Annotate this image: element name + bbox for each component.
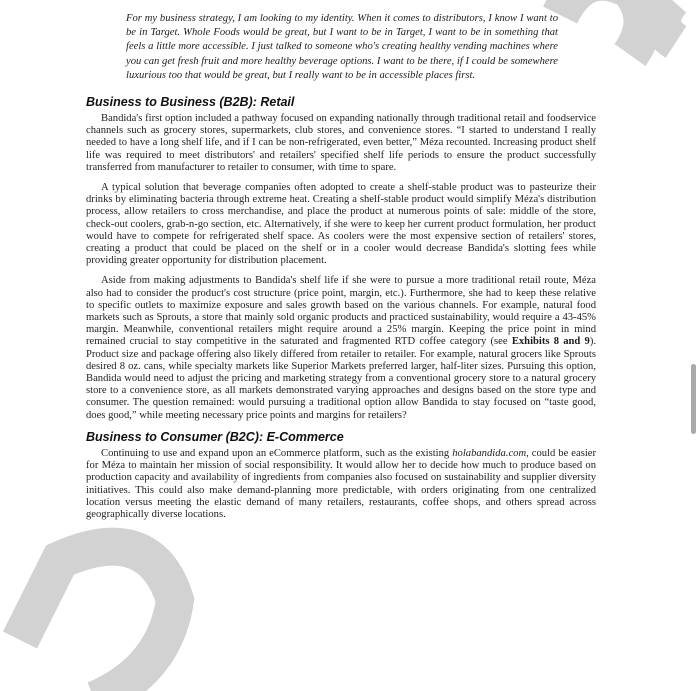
- section-heading-b2b: Business to Business (B2B): Retail: [86, 95, 295, 110]
- scrollbar-thumb[interactable]: [691, 364, 696, 434]
- section-heading-b2c: Business to Consumer (B2C): E-Commerce: [86, 429, 344, 444]
- watermark-letter-d: [20, 547, 175, 691]
- b2b-paragraph-2: A typical solution that beverage companies often adopted to create a shelf-stable product was to pasteurize their drinks by eliminating bacteria through extreme heat. Creating a shelf-stable product would simplify Méza's distribution process, allow retailers to cross merchandise, and place the product at numerous points of sale: middle of the store, check-out coolers, grab-n-go section, etc. Alternatively, if she were to keep her current product formulation, her product would have to compete for refrigerated shelf space. As coolers were the most expensive section of retailers' stores, creating a product that could be placed on the shelf or in a cooler would decrease Bandida's slotting fees while providing greater opportunity for distribution placement.: [86, 182, 596, 267]
- founder-quote: For my business strategy, I am looking to my identity. When it comes to distributors, I know I want to be in Target. Whole Foods would be great, but I want to be in Target, I want to be in something that feels a little more accessible. I just talked to someone who's creating healthy vending machines where you can get fresh fruit and more healthy beverage options. I want to be there, if I could be somewhere luxurious too that would be great, but I really want to be in accessible places first.: [126, 13, 558, 81]
- b2b-p3-text-end: ). Product size and package offering also likely differed from retailer to retailer. For example, natural grocers like Sprouts desired 8 oz. cans, while specialty markets like Superior Markets preferred larger, half-liter sizes. Pursuing this option, Bandida would need to adjust the pricing and marketing strategy from a conventional grocery store to a natural grocery store to a convenience store, as all markets demonstrated varying approaches and designs based on the store type and consumer. The question remained: would pursuing a traditional option allow Bandida to stay focused on “taste good, does good,” while meeting necessary price points and margins for retailers?: [86, 336, 596, 421]
- b2c-paragraph-1: [86, 448, 596, 521]
- document-body: [86, 12, 596, 521]
- b2c-p1-text-end: , could be easier for Méza to maintain her mission of social responsibility. It would allow her to decide how much to produce based on production capacity and availability of ingredients from companies also focused on sustainability and supplier diversity initiatives. This could also make demand-planning more predictable, with orders originating from one centralized location versus meeting the elastic demand of many retailers, restaurants, coffee shops, and others spread across geographically diverse locations.: [86, 447, 596, 520]
- website-name: holabandida.com: [452, 447, 527, 459]
- watermark-letter-s: [662, 0, 676, 42]
- vertical-scrollbar[interactable]: [686, 0, 700, 691]
- b2b-paragraph-3: [86, 275, 596, 421]
- b2c-p1-text-start: Continuing to use and expand upon an eCommerce platform, such as the existing: [101, 447, 453, 459]
- exhibits-reference: Exhibits 8 and 9: [511, 336, 590, 348]
- b2b-p3-text-start: Aside from making adjustments to Bandida's shelf life if she were to pursue a more traditional retail route, Méza also had to consider the product's cost structure (price point, margin, etc.). Furthermore, she had to keep these relative to specific outlets to maximize exposure and sales growth based on the various channels. For example, natural food markets such as Sprouts, a store that mainly sold organic products and practiced sustainability, would require a 43-45% margin. Meanwhile, conventional retailers might require around a 25% margin. Keeping the price point in mind remained crucial to stay competitive in the saturated and fragmented RTD coffee category (see: [86, 275, 596, 348]
- b2b-paragraph-1: Bandida's first option included a pathway focused on expanding nationally through traditional retail and foodservice channels such as grocery stores, supermarkets, club stores, and convenience stores. “I started to understand I really needed to have a long shelf life, and if I can be non-refrigerated, even better,” Méza recounted. Increasing product shelf life was required to meet distributors' and retailers' specified shelf life periods to ensure the product successfully transferred from manufacturer to retailer to consumer, with time to spare.: [86, 113, 596, 173]
